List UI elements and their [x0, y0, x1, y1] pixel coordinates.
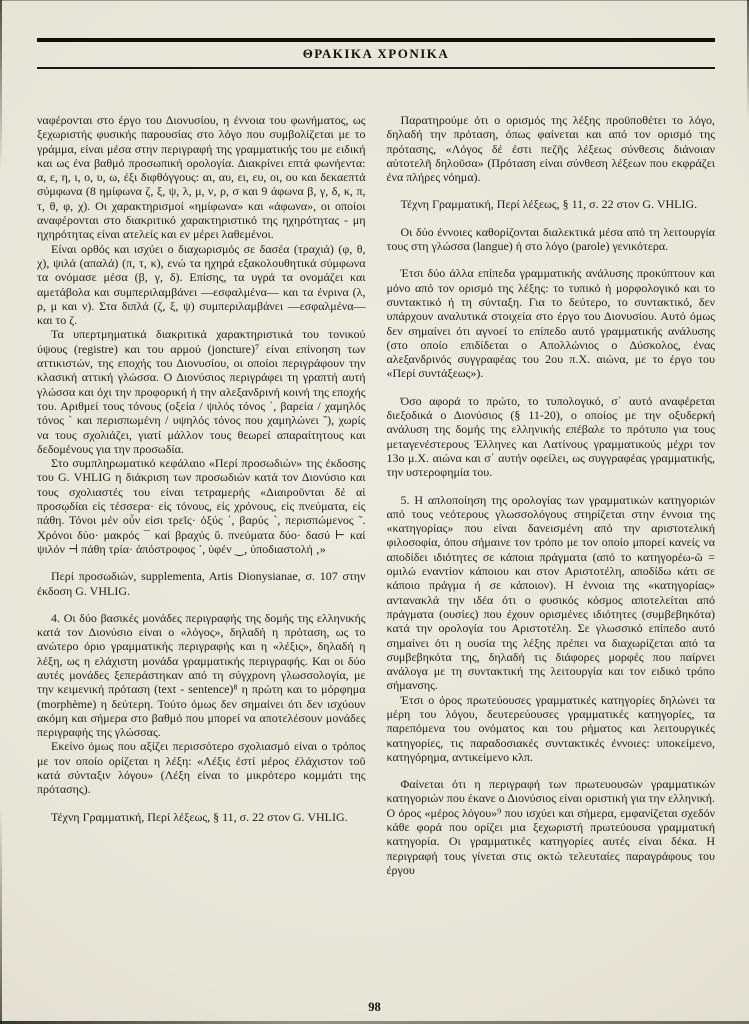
- scan-edge-left-top: [0, 0, 2, 170]
- paragraph: Στο συμπληρωματικό κεφάλαιο «Περί προσωδιών» της έκδοσης του G. VHLIG η διάκριση των προσωδιών κατά τον Διονύσιο και τους σχολιαστές του είναι τετραμερής «Διαιροῦνται δέ αἱ προσῳδίαι εἰς τέσσερα· εἰς τόνους, εἰς χρόνους, εἰς πνεύματα, εἰς πάθη. Τόνοι μέν οὖν εἰσι τρεῖς· ὀξύς ΄, βαρύς `, περισπώμενος ˜. Χρόνοι δύο· μακρός ¯ καί βραχύς ῠ. πνεύματα δύο· δασύ ⊢ καί ψιλόν ⊣ πάθη τρία· ἀπόστροφος ᾽, ὑφέν ‿, ὑποδιαστολή ‚»: [37, 456, 366, 556]
- paragraph: Φαίνεται ότι η περιγραφή των πρωτευουσών γραμματικών κατηγοριών που έκανε ο Διονύσιος είναι οριστική για την ελληνική. Ο όρος «μέρος λόγου»⁹ που ισχύει και σήμερα, εμφανίζεται σχεδόν κάθε φορά που ορίζει μια ξεχωριστή πρωτεύουσα γραμματική κατηγορία. Οι γραμματικές κατηγορίες αυτές είναι δέκα. Η περιγραφή τους γίνεται στις οκτώ τελευταίες παραγράφους του έργου: [386, 777, 715, 877]
- paragraph: Όσο αφορά το πρώτο, το τυπολογικό, σ΄ αυτό αναφέρεται διεξοδικά ο Διονύσιος (§ 11-20), ο οποίος με την οξυδερκή ανάλυση της δομής της ελληνικής επέβαλε το πρότυπο για τους μεταγενέστερους Έλληνες και Λατίνους γραμματικούς μέχρι τον 13ο μ.Χ. αιώνα και σ΄ αυτήν οφείλει, ως συγγραφέας γραμματικής, την υστεροφημία του.: [386, 393, 715, 480]
- right-column: [387, 113, 716, 877]
- citation-note: Τέχνη Γραμματική, Περί λέξεως, § 11, σ. 22 στον G. VHLIG.: [400, 197, 698, 212]
- left-column: [37, 113, 366, 877]
- citation-note: Περί προσωδιών, supplementa, Artis Dionysianae, σ. 107 στην έκδοση G. VHLIG.: [37, 569, 366, 598]
- scan-edge-left-bottom: [0, 804, 2, 1024]
- scan-edge-top: [0, 0, 749, 1]
- paragraph: Έτσι ο όρος πρωτεύουσες γραμματικές κατηγορίες δηλώνει τα μέρη του λόγου, δευτερεύουσες γραμματικές κατηγορίες, τα παρεπόμενα του ονόματος και του ρήματος και λειτουργικές κατηγορίες, τις παραδοσιακές συντακτικές έννοιες: υποκείμενο, κατηγόρημα, αντικείμενο κλπ.: [386, 692, 715, 764]
- paragraph: Τα υπερτμηματικά διακριτικά χαρακτηριστικά του τονικού ύψους (registre) και του αρμού (joncture)⁷ είναι επίνοηση των αττικιστών, της εποχής του Διονυσίου, οι οποίοι περιγράφουν την κλασική αττική γλώσσα. Ο Διονύσιος περιγράφει τη γραπτή αυτή γλώσσα και όχι την προφορική ή την αλεξανδρινή κοινή της εποχής του. Αριθμεί τους τόνους (οξεία / ψιλός τόνος ΄, βαρεία / χαμηλός τόνος ` και περισπωμένη / υψηλός τόνος που χαμηλώνει ˜), χωρίς να τους σχολιάζει, γιατί μάλλον τους θεωρεί απαραίτητους και δεδομένους για την προσωδία.: [37, 327, 366, 456]
- header-rule-bottom: [37, 67, 715, 69]
- page-number: 98: [368, 1000, 381, 1014]
- paragraph: Έτσι δύο άλλα επίπεδα γραμματικής ανάλυσης προκύπτουν και μόνο από τον ορισμό της λέξης: το τυπικό ή μορφολογικό και το συντακτικό ή τη σύνταξη. Για το δεύτερο, το συντακτικό, δεν υπάρχουν αναλυτικά στοιχεία στο έργο του Διονυσίου. Αυτό όμως δεν σημαίνει ότι αγνοεί το επίπεδο αυτό γραμματικής ανάλυσης (στο οποίο επιδίδεται ο Απολλώνιος ο Δύσκολος, ένας αλεξανδρινός συγγραφέας του 2ου π.Χ. αιώνα, με το έργο του «Περί συντάξεως»).: [386, 266, 715, 381]
- text-columns: [37, 113, 715, 877]
- paragraph: Παρατηρούμε ότι ο ορισμός της λέξης προϋποθέτει το λόγο, δηλαδή την πρόταση, όπως φαίνεται και από τον ορισμό της πρότασης, «Λόγος δέ ἐστι πεζῆς λέξεως σύνθεσις διάνοιαν αὐτοτελῆ δηλοῦσα» (Πρόταση είναι σύνθεση λέξεων που εκφράζει ένα πλήρες νόημα).: [386, 113, 715, 185]
- paragraph-continuation: ναφέρονται στο έργο του Διονυσίου, η έννοια του φωνήματος, ως ξεχωριστής φυσικής παρουσίας στο λόγο που συμβολίζεται με το γράμμα, είναι μέσα στην περιγραφή της γραμματικής του με ειδική και ως ένα βαθμό προσωπική ορολογία. Διακρίνει επτά φωνήεντα: α, ε, η, ι, ο, υ, ω, έξι διφθόγγους: αι, αυ, ει, ευ, οι, ου και δεκαεπτά σύμφωνα (8 ημίφωνα ζ, ξ, ψ, λ, μ, ν, ρ, σ και 9 άφωνα β, γ, δ, κ, π, τ, θ, φ, χ). Οι χαρακτηρισμοί «ημίφωνα» και «άφωνα», οι οποίοι αναφέρονται στο διακριτικό χαρακτηριστικό της ηχηρότητας - μη ηχηρότητας είναι ατελείς και εν μέρει λαθεμένοι.: [37, 113, 366, 242]
- section-4-paragraph: 4. Οι δύο βασικές μονάδες περιγραφής της δομής της ελληνικής κατά τον Διονύσιο είναι ο «λόγος», δηλαδή η πρόταση, ως το ανώτερο όριο γραμματικής περιγραφής και η «λέξις», δηλαδή η λέξη, ως η ελάχιστη μονάδα γραμματικής περιγραφής. Και οι δύο αυτές μονάδες ξεπεράστηκαν από τη σύγχρονη γλωσσολογία, με την κειμενική πρόταση (text - sentence)⁸ η πρώτη και το μόρφημα (morphème) η δεύτερη. Τούτο όμως δεν σημαίνει ότι δεν ισχύουν ακόμη και σήμερα στο βαθμό που μπορεί να αποτελέσουν μονάδες περιγραφής της γλώσσας.: [37, 610, 366, 740]
- section-5-paragraph: 5. Η απλοποίηση της ορολογίας των γραμματικών κατηγοριών από τους νεότερους γλωσσολόγους στηρίζεται στην έννοια της «κατηγορίας» που είναι δανεισμένη από την αριστοτελική φιλοσοφία, όπου σήμαινε τον τρόπο με τον οποίο μπορεί κανείς να αποδίδει ιδιότητες σε κάποια πράγματα (από το κατηγορέω-ῶ = ομιλώ εναντίον κάποιου και στον Αριστοτέλη, αποδίδω κάτι σε κάποιο πράγμα ή σε κάποιον). Η έννοια της «κατηγορίας» αντανακλά την ιδέα ότι ο φυσικός κόσμος αποτελείται από πράγματα (ουσίες) που έχουν ορισμένες ιδιότητες (συμβεβηκότα) κατά την ορολογία του Αριστοτέλη. Σε γλωσσικό επίπεδο αυτό σημαίνει ότι η ουσία της λέξης πρέπει να διαχωρίζεται από τα συμβεβηκότα της, δηλαδή τις διάφορες μορφές που παίρνει ανάλογα με τη συντακτική της λειτουργία και τον ειδικό τρόπο σήμανσης.: [386, 492, 715, 693]
- journal-title: ΘΡΑΚΙΚΑ ΧΡΟΝΙΚΑ: [302, 46, 450, 61]
- paragraph: Οι δύο έννοιες καθορίζονται διαλεκτικά μέσα από τη λειτουργία τους στη γλώσσα (langue) ή στο λόγο (parole) γενικότερα.: [386, 224, 715, 254]
- paragraph: Είναι ορθός και ισχύει ο διαχωρισμός σε δασέα (τραχιά) (φ, θ, χ), ψιλά (απαλά) (π, τ, κ), ενώ τα ηχηρά εξακολουθητικά σύμφωνα τα ονόμασε μέσα (β, γ, δ). Επίσης, τα υγρά τα ονομάζει και αμετάβολα και συμπεριλαμβάνει —εσφαλμένα— και τα ένρινα (λ, ρ, μ και ν). Στα διπλά (ζ, ξ, ψ) συμπεριλαμβάνει —εσφαλμένα— και το ζ.: [37, 241, 366, 328]
- citation-note: Τέχνη Γραμματική, Περί λέξεως, § 11, σ. 22 στον G. VHLIG.: [51, 809, 348, 824]
- paragraph: Εκείνο όμως που αξίζει περισσότερο σχολιασμό είναι ο τρόπος με τον οποίο ορίζεται η λέξη: «Λέξις ἐστί μέρος ἐλάχιστον τοῦ κατά σύνταξιν λόγου» (Λέξη είναι το μικρότερο κομμάτι της πρότασης).: [37, 739, 366, 797]
